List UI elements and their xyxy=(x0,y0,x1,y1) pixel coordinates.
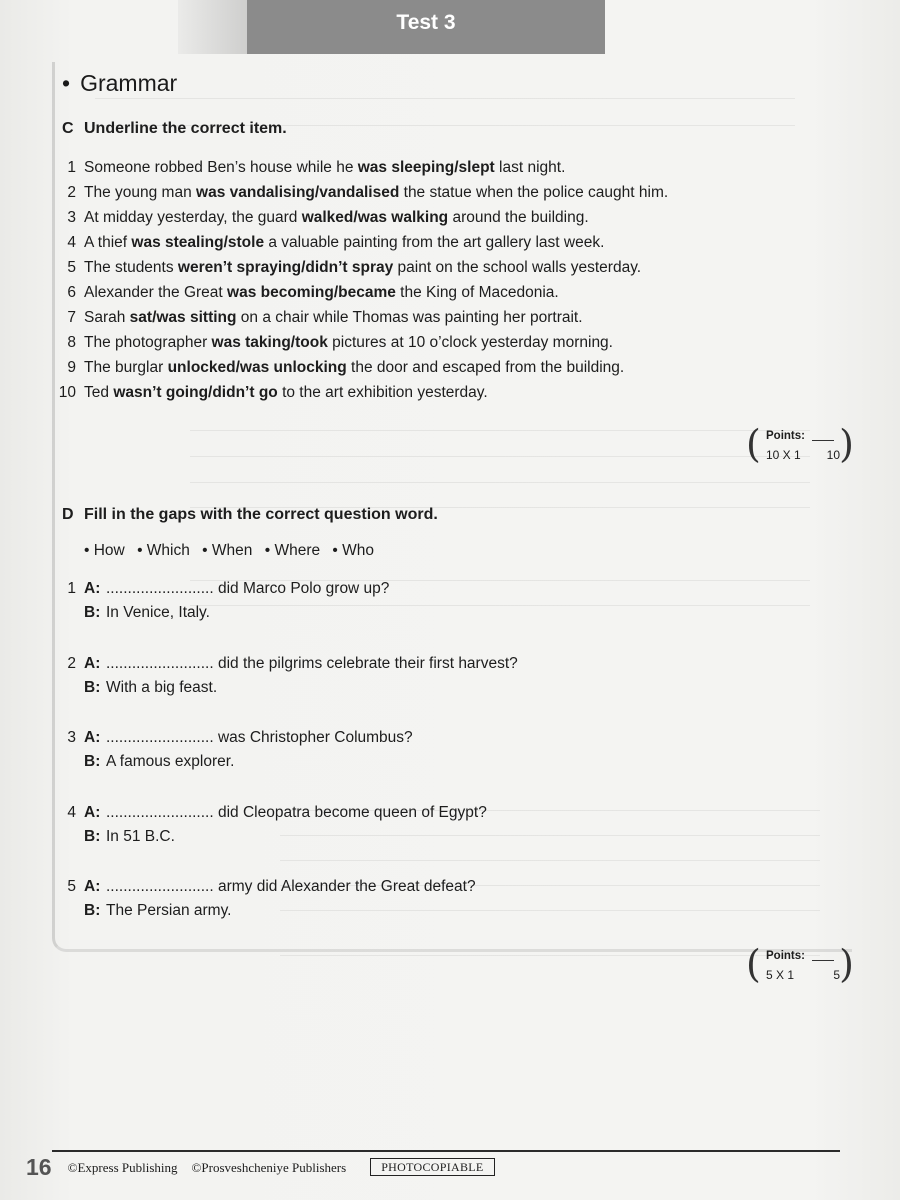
dialogue-item xyxy=(52,652,752,700)
item-number: 3 xyxy=(67,209,76,226)
footer-rule xyxy=(52,1150,840,1152)
question-line xyxy=(52,652,752,676)
publisher-credit: ©Prosveshcheniye Publishers xyxy=(191,1159,347,1175)
sentence-text: around the building. xyxy=(448,209,589,226)
item-number: 4 xyxy=(67,234,76,251)
item-number: 1 xyxy=(67,159,76,176)
sentence-text: paint on the school walls yesterday. xyxy=(393,259,642,276)
answer-choices[interactable]: walked/was walking xyxy=(301,209,449,226)
task-instruction: Fill in the gaps with the correct question word. xyxy=(84,506,438,523)
section-title-text: Grammar xyxy=(80,70,178,96)
sentence-item xyxy=(52,358,832,378)
sentence-text: on a chair while Thomas was painting her portrait. xyxy=(236,309,583,326)
sentence-text: Someone robbed Ben’s house while he xyxy=(84,159,358,176)
points-multiplier: 5 X 1 xyxy=(766,968,795,982)
item-number: 10 xyxy=(58,384,76,401)
speaker-a-label: A: xyxy=(84,654,101,672)
option-which: • Which xyxy=(137,542,190,559)
sentence-text: Alexander the Great xyxy=(84,284,228,301)
answer-line xyxy=(52,899,752,923)
photocopiable-badge: PHOTOCOPIABLE xyxy=(370,1158,494,1176)
dialogue-item xyxy=(52,875,752,923)
sentence-text: to the art exhibition yesterday. xyxy=(277,384,488,401)
bracket-right-icon: ) xyxy=(839,422,854,466)
answer-choices[interactable]: weren’t spraying/didn’t spray xyxy=(177,259,394,276)
sentence-text: The students xyxy=(84,259,178,276)
answer-choices[interactable]: was stealing/stole xyxy=(131,234,265,251)
sentence-item xyxy=(52,158,832,178)
task-letter: D xyxy=(62,506,74,523)
points-multiplier: 10 X 1 xyxy=(766,448,801,462)
points-label: Points: xyxy=(766,950,805,962)
score-blank-line xyxy=(812,440,834,441)
speaker-b-label: B: xyxy=(84,604,101,621)
item-number: 4 xyxy=(67,803,76,821)
question-text[interactable]: ......................... did Marco Polo grow up? xyxy=(106,580,390,597)
score-blank-line xyxy=(812,960,834,961)
answer-choices[interactable]: unlocked/was unlocking xyxy=(167,359,347,376)
question-line xyxy=(52,726,752,750)
item-number: 1 xyxy=(67,580,76,597)
answer-line xyxy=(52,750,752,774)
dialogue-item xyxy=(52,577,752,625)
sentence-text: The young man xyxy=(84,184,197,201)
section-title xyxy=(62,70,177,97)
sentence-text: the King of Macedonia. xyxy=(395,284,559,301)
sentence-item xyxy=(52,233,832,253)
sentence-item xyxy=(52,258,832,278)
sentence-text: pictures at 10 o’clock yesterday morning. xyxy=(327,334,613,351)
speaker-b-label: B: xyxy=(84,678,101,696)
item-number: 7 xyxy=(67,309,76,326)
sentence-text: the statue when the police caught him. xyxy=(399,184,669,201)
item-number: 5 xyxy=(67,259,76,276)
answer-text: The Persian army. xyxy=(106,902,232,919)
answer-choices[interactable]: was taking/took xyxy=(211,334,328,351)
answer-line xyxy=(52,601,752,625)
item-number: 2 xyxy=(67,654,76,672)
sentence-item xyxy=(52,208,832,228)
sentence-text: At midday yesterday, the guard xyxy=(84,209,302,226)
item-number: 3 xyxy=(67,729,76,746)
answer-line xyxy=(52,676,752,700)
speaker-a-label: A: xyxy=(84,729,101,746)
sentence-text: Ted xyxy=(84,384,114,401)
answer-text: A famous explorer. xyxy=(106,753,235,770)
sentence-text: the door and escaped from the building. xyxy=(346,359,625,376)
publisher-credit: ©Express Publishing xyxy=(67,1159,178,1175)
sentence-text: A thief xyxy=(84,234,132,251)
option-where: • Where xyxy=(264,542,321,559)
test-title-tab: Test 3 xyxy=(247,0,605,54)
option-how: • How xyxy=(84,542,125,559)
sentence-item xyxy=(52,333,832,353)
question-text[interactable]: ......................... did the pilgrims celebrate their first harvest? xyxy=(106,654,518,672)
points-label: Points: xyxy=(766,430,805,442)
dialogue-item xyxy=(52,726,752,774)
sentence-item xyxy=(52,283,832,303)
speaker-a-label: A: xyxy=(84,878,101,895)
tab-shadow xyxy=(178,0,247,54)
item-number: 8 xyxy=(67,334,76,351)
answer-text: In Venice, Italy. xyxy=(106,604,210,621)
question-line xyxy=(52,577,752,601)
sentence-text: The burglar xyxy=(84,359,168,376)
bracket-right-icon: ) xyxy=(839,942,854,986)
task-c-points-box xyxy=(746,422,854,468)
answer-choices[interactable]: was vandalising/vandalised xyxy=(196,184,400,201)
item-number: 2 xyxy=(67,184,76,201)
speaker-b-label: B: xyxy=(84,902,101,919)
answer-line xyxy=(52,825,752,849)
task-letter: C xyxy=(62,120,74,137)
speaker-b-label: B: xyxy=(84,827,101,845)
speaker-a-label: A: xyxy=(84,803,101,821)
question-word-options xyxy=(84,542,382,560)
page-footer xyxy=(26,1154,495,1181)
answer-choices[interactable]: wasn’t going/didn’t go xyxy=(113,384,278,401)
points-total: 10 xyxy=(826,448,840,462)
answer-text: In 51 B.C. xyxy=(106,827,175,845)
item-number: 5 xyxy=(67,878,76,895)
question-text[interactable]: ......................... did Cleopatra become queen of Egypt? xyxy=(106,803,487,821)
bracket-left-icon: ( xyxy=(746,942,761,986)
speaker-b-label: B: xyxy=(84,753,101,770)
answer-choices[interactable]: was sleeping/slept xyxy=(357,159,495,176)
answer-text: With a big feast. xyxy=(106,678,218,696)
sentence-item xyxy=(52,308,832,328)
sentence-text: last night. xyxy=(494,159,566,176)
answer-choices[interactable]: sat/was sitting xyxy=(129,309,237,326)
bullet-icon: • xyxy=(62,70,71,96)
item-number: 9 xyxy=(67,359,76,376)
sentence-text: The photographer xyxy=(84,334,212,351)
page-number: 16 xyxy=(26,1154,52,1180)
sentence-text: Sarah xyxy=(84,309,130,326)
task-d-points-box xyxy=(746,942,854,988)
sentence-item xyxy=(52,183,832,203)
task-d-heading xyxy=(62,506,438,524)
option-when: • When xyxy=(202,542,253,559)
sentence-text: a valuable painting from the art gallery last week. xyxy=(264,234,605,251)
item-number: 6 xyxy=(67,284,76,301)
sentence-item xyxy=(52,383,832,403)
points-total: 5 xyxy=(833,968,840,982)
question-line xyxy=(52,801,752,825)
question-line xyxy=(52,875,752,899)
question-text[interactable]: ......................... was Christopher Columbus? xyxy=(106,729,413,746)
task-c-heading xyxy=(62,120,287,138)
task-instruction: Underline the correct item. xyxy=(84,120,287,137)
option-who: • Who xyxy=(332,542,375,559)
bracket-left-icon: ( xyxy=(746,422,761,466)
question-text[interactable]: ......................... army did Alexander the Great defeat? xyxy=(106,878,476,895)
speaker-a-label: A: xyxy=(84,580,101,597)
dialogue-item xyxy=(52,801,752,849)
answer-choices[interactable]: was becoming/became xyxy=(227,284,396,301)
